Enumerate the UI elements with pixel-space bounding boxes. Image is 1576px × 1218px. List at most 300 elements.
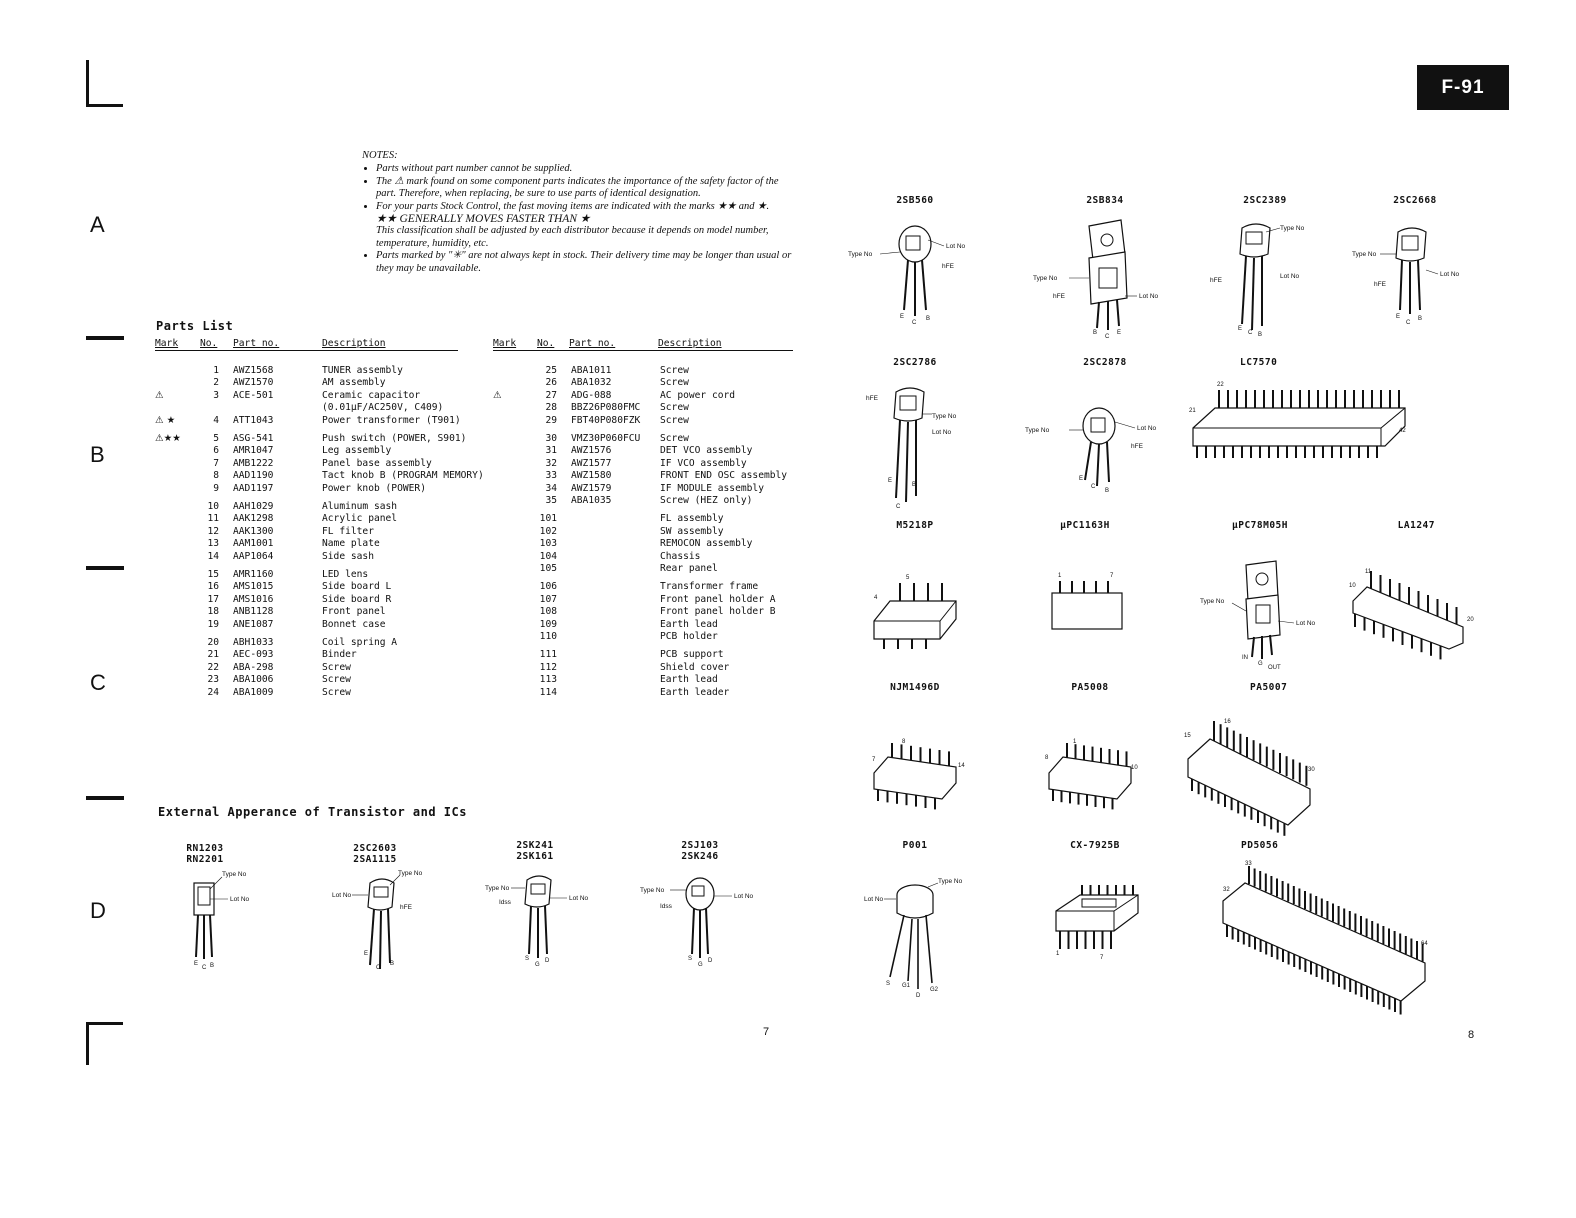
svg-text:S: S	[688, 956, 693, 962]
part-description: Front panel holder A	[660, 593, 776, 605]
component-name: 2SC2878	[1083, 357, 1127, 368]
svg-text:14: 14	[958, 763, 965, 769]
component-name: 2SA1115	[353, 854, 397, 865]
part-description: Earth lead	[660, 674, 718, 686]
component-name: 2SC2389	[1243, 195, 1287, 206]
component-name: PA5007	[1250, 682, 1288, 693]
part-description: Power knob (POWER)	[322, 482, 426, 494]
svg-text:C: C	[1406, 320, 1411, 326]
part-mark: ⚠★★	[155, 433, 181, 444]
part-number: AMR1160	[233, 569, 274, 580]
part-number-index: 11	[207, 513, 219, 525]
component-upc1163h	[1030, 520, 1140, 635]
component-p001	[860, 840, 970, 999]
component-name: LC7570	[1240, 357, 1278, 368]
svg-text:Type No: Type No	[1025, 427, 1050, 434]
svg-text:4: 4	[874, 595, 878, 601]
svg-text:1: 1	[1056, 951, 1060, 957]
svg-text:Type No: Type No	[848, 251, 873, 258]
part-number-index: 108	[539, 606, 557, 618]
svg-text:7: 7	[1100, 955, 1104, 961]
svg-text:Lot No: Lot No	[864, 896, 884, 903]
component-name: 2SB834	[1086, 195, 1124, 206]
transistor-to92-drawing	[1352, 206, 1470, 326]
part-mark: ⚠ ★	[155, 414, 176, 426]
svg-text:E: E	[900, 314, 905, 320]
svg-text:E: E	[1238, 326, 1243, 332]
svg-text:hFE: hFE	[1131, 443, 1143, 450]
moves-line: ★★ GENERALLY MOVES FASTER THAN ★	[376, 213, 591, 226]
part-number: AMR1047	[233, 445, 274, 457]
part-description: Screw	[322, 661, 351, 673]
part-number-index: 14	[207, 550, 219, 562]
svg-text:21: 21	[1189, 408, 1196, 414]
component-2sc2389	[1210, 195, 1320, 340]
part-number: AAH1029	[233, 501, 274, 512]
svg-text:hFE: hFE	[1053, 293, 1065, 300]
classification-line: This classification shall be adjusted by each distributor because it depends on model number, temperature, humidity, etc.	[376, 225, 769, 249]
svg-text:C: C	[912, 320, 917, 326]
component-name: CX-7925B	[1070, 840, 1120, 851]
ic-dip-drawing	[1185, 368, 1415, 468]
ic-dip-drawing	[1180, 693, 1330, 833]
transistor-to220-drawing	[1033, 206, 1165, 340]
svg-text:C: C	[376, 965, 381, 971]
svg-text:Lot No: Lot No	[734, 893, 754, 900]
part-number: AMS1016	[233, 593, 274, 605]
part-number-index: 105	[539, 563, 557, 574]
part-number: ANE1087	[233, 618, 274, 630]
part-number: ABA1035	[571, 495, 612, 506]
component-name: 2SK161	[516, 851, 554, 862]
part-number: ABA1006	[233, 674, 274, 686]
part-description: Rear panel	[660, 563, 718, 574]
part-number: AAP1064	[233, 550, 274, 562]
svg-text:42: 42	[1399, 428, 1406, 434]
part-mark: ⚠	[155, 389, 164, 401]
part-number-index: 6	[213, 445, 219, 457]
part-description: Side board R	[322, 593, 392, 605]
svg-text:Idss: Idss	[499, 899, 511, 906]
component-name: μPC78M05H	[1232, 520, 1288, 531]
part-number: AWZ1576	[571, 445, 612, 457]
svg-text:Type No: Type No	[1033, 275, 1058, 282]
svg-text:15: 15	[1184, 733, 1191, 739]
svg-text:1: 1	[1073, 739, 1077, 745]
part-description: DET VCO assembly	[660, 445, 753, 457]
part-number-index: 4	[213, 414, 219, 426]
svg-text:C: C	[1105, 334, 1110, 340]
component-2sc2786	[860, 357, 970, 512]
margin-tick	[86, 796, 124, 800]
part-description: Screw (HEZ only)	[660, 495, 753, 506]
svg-text:30: 30	[1308, 767, 1315, 773]
part-number-index: 34	[545, 482, 557, 494]
header-rule	[155, 350, 458, 351]
component-upc78m05h	[1200, 520, 1320, 671]
part-number-index: 16	[207, 581, 219, 593]
part-number-index: 27	[545, 389, 557, 401]
part-description: IF VCO assembly	[660, 457, 747, 469]
margin-tick	[86, 336, 124, 340]
part-number-index: 104	[539, 550, 557, 562]
header-part-no: Part no.	[233, 338, 280, 349]
part-number-index: 103	[539, 538, 557, 550]
svg-text:16: 16	[1224, 719, 1231, 725]
component-name: PA5008	[1071, 682, 1109, 693]
ic-dip-drawing	[860, 531, 970, 641]
external-title: External Apperance of Transistor and ICs	[158, 805, 467, 819]
header-part-no: Part no.	[569, 338, 616, 349]
part-number: ABA1011	[571, 365, 612, 376]
part-number-index: 101	[539, 513, 557, 525]
part-number-index: 15	[207, 569, 219, 580]
part-number-index: 9	[213, 482, 219, 494]
svg-text:G: G	[535, 962, 540, 968]
part-number-index: 23	[207, 674, 219, 686]
part-number: ABH1033	[233, 637, 274, 648]
part-number-index: 12	[207, 525, 219, 537]
header-no: No.	[200, 338, 218, 349]
ic-qfp-drawing	[1215, 851, 1435, 1021]
svg-text:64: 64	[1421, 941, 1428, 947]
svg-text:hFE: hFE	[942, 263, 954, 270]
header-mark: Mark	[155, 338, 179, 349]
part-description: AM assembly	[322, 377, 386, 389]
part-number-index: 107	[539, 593, 557, 605]
svg-text:B: B	[1258, 332, 1263, 338]
part-description: Binder	[322, 649, 357, 661]
component-2sc2668	[1352, 195, 1470, 330]
svg-text:E: E	[364, 951, 369, 957]
part-number-index: 1	[213, 365, 219, 376]
component-2sk241	[485, 840, 589, 976]
svg-text:Lot No: Lot No	[1137, 425, 1157, 432]
part-number-index: 112	[539, 661, 557, 673]
part-number-index: 25	[545, 365, 557, 376]
svg-text:Type No: Type No	[485, 885, 510, 892]
regulator-to220-drawing	[1200, 531, 1320, 671]
notes-block	[362, 150, 792, 275]
component-name: 2SK246	[681, 851, 719, 862]
transistor-to92-drawing	[330, 865, 423, 975]
part-number: ANB1128	[233, 606, 274, 618]
part-description: Tact knob B (PROGRAM MEMORY)	[322, 470, 484, 482]
svg-text:E: E	[888, 478, 893, 484]
part-number-index: 33	[545, 470, 557, 482]
svg-text:IN: IN	[1242, 655, 1248, 661]
svg-text:C: C	[202, 965, 207, 971]
part-description: Chassis	[660, 550, 701, 562]
svg-text:D: D	[708, 958, 713, 964]
part-description: Earth lead	[660, 618, 718, 630]
part-number-index: 32	[545, 457, 557, 469]
component-name: RN1203	[186, 843, 224, 854]
part-number: VMZ30P060FCU	[571, 433, 641, 444]
part-number: ASG-541	[233, 433, 274, 444]
svg-text:B: B	[1418, 316, 1423, 322]
svg-text:hFE: hFE	[1210, 277, 1222, 284]
part-number-index: 18	[207, 606, 219, 618]
part-description: Power transformer (T901)	[322, 414, 461, 426]
header-description: Description	[322, 338, 386, 349]
part-description: Side sash	[322, 550, 374, 562]
svg-text:5: 5	[906, 575, 910, 581]
margin-letter-d: D	[90, 898, 106, 923]
part-number-index: 110	[539, 631, 557, 642]
svg-text:Type No: Type No	[932, 413, 957, 420]
component-cx-7925b	[1040, 840, 1150, 975]
ic-sip-drawing	[1030, 531, 1140, 631]
part-number: ATT1043	[233, 414, 274, 426]
part-number: AWZ1577	[571, 457, 612, 469]
svg-text:Lot No: Lot No	[1440, 271, 1460, 278]
ic-dip-drawing	[1040, 851, 1150, 971]
part-number-index: 13	[207, 538, 219, 550]
svg-text:G: G	[698, 962, 703, 968]
svg-text:Type No: Type No	[1200, 598, 1225, 605]
part-number-index: 26	[545, 377, 557, 389]
part-number: ADG-088	[571, 389, 612, 401]
svg-text:Lot No: Lot No	[946, 243, 966, 250]
svg-text:Lot No: Lot No	[1280, 273, 1300, 280]
part-number-index: 109	[539, 618, 557, 630]
part-number: AMB1222	[233, 457, 274, 469]
transistor-to92-drawing	[485, 862, 589, 972]
part-description: PCB holder	[660, 631, 718, 642]
svg-text:S: S	[886, 981, 891, 987]
part-number-index: 24	[207, 686, 219, 698]
part-number-index: 7	[213, 457, 219, 469]
header-description: Description	[658, 338, 722, 349]
svg-text:S: S	[525, 956, 530, 962]
part-number: AAD1190	[233, 470, 274, 482]
part-description: LED lens	[322, 569, 369, 580]
note-item: • Parts without part number cannot be supplied.	[376, 163, 792, 175]
part-number-index: 35	[545, 495, 557, 506]
transistor-to92-drawing	[1210, 206, 1320, 336]
component-name: 2SK241	[516, 840, 554, 851]
component-rn1203	[170, 843, 250, 979]
page-number-left: 7	[763, 1026, 770, 1038]
svg-text:hFE: hFE	[1374, 281, 1386, 288]
part-number: AWZ1579	[571, 482, 612, 494]
svg-text:G1: G1	[902, 983, 911, 989]
component-2sc2878	[1025, 357, 1165, 502]
svg-text:Type No: Type No	[398, 870, 423, 877]
part-number-index: 17	[207, 593, 219, 605]
part-description: Panel base assembly	[322, 457, 432, 469]
component-name: PD5056	[1241, 840, 1279, 851]
part-number: ACE-501	[233, 389, 274, 401]
svg-text:10: 10	[1131, 765, 1138, 771]
part-number-index: 5	[213, 433, 219, 444]
part-number-index: 111	[539, 649, 557, 661]
part-description: (0.01μF/AC250V, C409)	[322, 402, 444, 414]
part-number-index: 8	[213, 470, 219, 482]
transistor-metal-can-drawing	[860, 851, 970, 999]
part-description: Screw	[322, 674, 351, 686]
svg-text:G: G	[1258, 661, 1263, 667]
svg-text:10: 10	[1349, 583, 1356, 589]
part-number: BBZ26P080FMC	[571, 402, 641, 414]
component-2sb560	[848, 195, 970, 330]
part-number: ABA1032	[571, 377, 612, 389]
part-number-index: 28	[545, 402, 557, 414]
note-item: • Parts marked by "✳" are not always kept in stock. Their delivery time may be longer than usual or they may be unavailable.	[376, 250, 792, 275]
part-number-index: 22	[207, 661, 219, 673]
svg-text:E: E	[1117, 330, 1122, 336]
component-name: P001	[902, 840, 928, 851]
note-item: • The ⚠ mark found on some component parts indicates the importance of the safety factor of the part. Therefore, when replacing, be sure to use parts of identical designation.	[376, 176, 792, 201]
part-number-index: 19	[207, 618, 219, 630]
part-description: FL filter	[322, 525, 374, 537]
svg-text:E: E	[194, 961, 199, 967]
transistor-round-drawing	[1025, 368, 1165, 498]
svg-text:B: B	[912, 482, 917, 488]
part-number-index: 3	[213, 389, 219, 401]
part-description: Leg assembly	[322, 445, 392, 457]
part-description: Earth leader	[660, 686, 730, 698]
note-item-text: For your parts Stock Control, the fast moving items are indicated with the marks ★★ and ★.	[376, 200, 770, 212]
page-tag: F-91	[1417, 65, 1509, 110]
part-description: Coil spring A	[322, 637, 398, 648]
component-pa5007	[1180, 682, 1330, 837]
note-item	[376, 201, 792, 251]
part-number-index: 113	[539, 674, 557, 686]
svg-text:20: 20	[1467, 617, 1474, 623]
header-rule	[493, 350, 793, 351]
part-number-index: 30	[545, 433, 557, 444]
part-description: Name plate	[322, 538, 380, 550]
header-no: No.	[537, 338, 555, 349]
svg-text:D: D	[916, 993, 921, 999]
part-number-index: 29	[545, 414, 557, 426]
svg-text:C: C	[1248, 330, 1253, 336]
component-m5218p	[860, 520, 970, 645]
svg-text:hFE: hFE	[400, 904, 412, 911]
ic-dip-drawing	[860, 693, 970, 813]
svg-text:Lot No: Lot No	[1139, 293, 1159, 300]
part-description: SW assembly	[660, 525, 724, 537]
part-number: AWZ1570	[233, 377, 274, 389]
part-description: Screw	[660, 365, 689, 376]
part-description: Shield cover	[660, 661, 730, 673]
svg-text:hFE: hFE	[866, 395, 878, 402]
part-description: Screw	[322, 686, 351, 698]
part-number-index: 114	[539, 686, 557, 698]
component-2sc2603	[330, 843, 423, 979]
svg-text:32: 32	[1223, 887, 1230, 893]
parts-list-title: Parts List	[156, 319, 234, 333]
component-lc7570	[1185, 357, 1415, 472]
svg-text:Lot No: Lot No	[1296, 620, 1316, 627]
component-name: RN2201	[186, 854, 224, 865]
svg-text:22: 22	[1217, 382, 1224, 388]
transistor-to92-drawing	[860, 368, 970, 508]
part-description: PCB support	[660, 649, 724, 661]
part-description: Screw	[660, 433, 689, 444]
part-description: Ceramic capacitor	[322, 389, 421, 401]
part-description: AC power cord	[660, 389, 736, 401]
svg-text:Type No: Type No	[938, 878, 963, 885]
component-name: LA1247	[1397, 520, 1435, 531]
corner-mark-top	[86, 60, 123, 107]
part-number: AWZ1580	[571, 470, 612, 482]
margin-letter-a: A	[90, 212, 105, 237]
part-number: ABA-298	[233, 661, 274, 673]
svg-text:1: 1	[1058, 573, 1062, 579]
corner-mark-bottom	[86, 1022, 123, 1065]
svg-text:Lot No: Lot No	[332, 892, 352, 899]
component-name: μPC1163H	[1060, 520, 1110, 531]
component-name: 2SB560	[896, 195, 934, 206]
component-name: 2SC2603	[353, 843, 397, 854]
part-number: AMS1015	[233, 581, 274, 593]
notes-title: NOTES:	[362, 150, 398, 161]
part-number: AAM1001	[233, 538, 274, 550]
component-name: 2SC2668	[1393, 195, 1437, 206]
svg-text:E: E	[1079, 476, 1084, 482]
part-description: FRONT END OSC assembly	[660, 470, 788, 482]
svg-text:C: C	[1091, 484, 1096, 490]
component-name: M5218P	[896, 520, 934, 531]
part-number-index: 2	[213, 377, 219, 389]
svg-text:7: 7	[1110, 573, 1114, 579]
component-name: 2SJ103	[681, 840, 719, 851]
part-description: Screw	[660, 377, 689, 389]
part-number: AAD1197	[233, 482, 274, 494]
margin-letter-c: C	[90, 670, 106, 695]
svg-text:Lot No: Lot No	[932, 429, 952, 436]
component-name: NJM1496D	[890, 682, 940, 693]
svg-text:B: B	[926, 316, 931, 322]
header-mark: Mark	[493, 338, 517, 349]
svg-text:Type No: Type No	[1352, 251, 1377, 258]
lot-no-label: Lot No	[230, 896, 250, 903]
part-number: AEC-093	[233, 649, 274, 661]
part-description: IF MODULE assembly	[660, 482, 764, 494]
svg-text:11: 11	[1365, 569, 1372, 575]
svg-text:OUT: OUT	[1268, 665, 1281, 671]
type-no-label: Type No	[222, 871, 247, 878]
svg-text:B: B	[1093, 330, 1098, 336]
svg-text:Idss: Idss	[660, 903, 672, 910]
svg-text:D: D	[545, 958, 550, 964]
part-number: AAK1298	[233, 513, 274, 525]
part-description: FL assembly	[660, 513, 724, 525]
part-description: Front panel holder B	[660, 606, 776, 618]
component-pd5056	[1215, 840, 1435, 1025]
part-description: Push switch (POWER, S901)	[322, 433, 467, 444]
svg-text:E: E	[1396, 314, 1401, 320]
part-number-index: 20	[207, 637, 219, 648]
component-la1247	[1345, 520, 1475, 655]
svg-text:B: B	[210, 963, 215, 969]
part-number: ABA1009	[233, 686, 274, 698]
component-njm1496d	[860, 682, 970, 817]
part-description: Side board L	[322, 581, 392, 593]
part-number-index: 102	[539, 525, 557, 537]
part-description: Screw	[660, 402, 689, 414]
part-description: REMOCON assembly	[660, 538, 753, 550]
part-description: TUNER assembly	[322, 365, 403, 376]
part-number-index: 21	[207, 649, 219, 661]
transistor-flat-drawing	[170, 865, 250, 975]
notes-list	[362, 163, 792, 275]
svg-text:8: 8	[902, 739, 906, 745]
part-number: AAK1300	[233, 525, 274, 537]
